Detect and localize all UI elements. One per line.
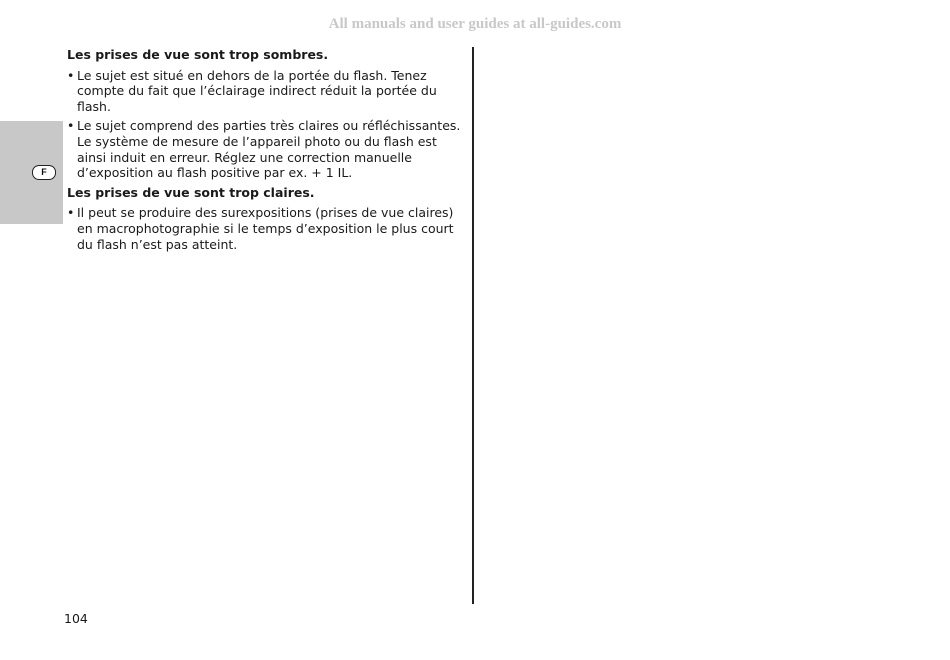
bullet-icon: • [67, 205, 75, 221]
column-divider [472, 47, 474, 604]
watermark-text: All manuals and user guides at all-guides.com [328, 16, 622, 32]
list-item-text: Le sujet est situé en dehors de la portée du flash. Tenez compte du fait que l’éclairage indirect réduit la portée du flash. [77, 67, 437, 114]
section-heading-too-dark: Les prises de vue sont trop sombres. [67, 47, 329, 62]
bullet-icon: • [67, 67, 75, 83]
section-heading-too-bright: Les prises de vue sont trop claires. [67, 184, 315, 200]
list-item [67, 68, 467, 115]
list-item-text: Le sujet comprend des parties très claires ou réfléchissantes. Le système de mesure de l’appareil photo ou du flash est ainsi induit en erreur. Réglez une correction manuelle d’exposition au flash positive par ex. + 1 IL. [77, 118, 461, 181]
bullet-icon: • [67, 118, 75, 134]
language-badge: F [32, 165, 56, 180]
list-item-text: Il peut se produire des surexpositions (prises de vue claires) en macrophotographie si le temps d’exposition le plus court du flash n’est pas atteint. [77, 205, 454, 252]
list-item [67, 118, 467, 180]
list-item [67, 205, 467, 252]
page-number: 104 [64, 611, 88, 626]
left-column [67, 47, 467, 256]
